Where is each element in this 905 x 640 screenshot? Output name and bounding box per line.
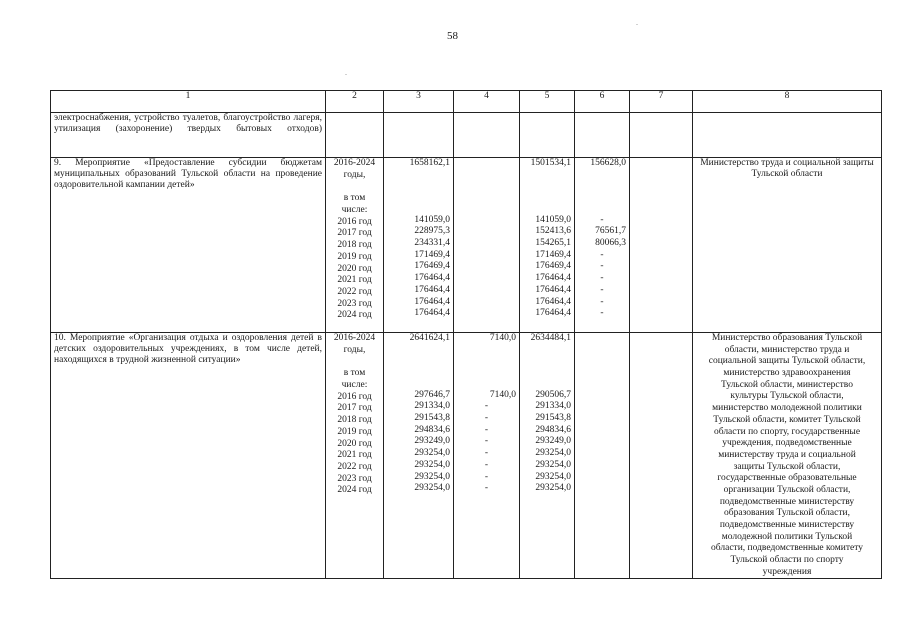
year-value: 291334,0 bbox=[414, 401, 450, 412]
year-value: 176464,4 bbox=[535, 273, 571, 284]
year-value: 294834,6 bbox=[414, 424, 450, 435]
year-value: 154265,1 bbox=[535, 238, 571, 249]
total-value: 1501534,1 bbox=[530, 158, 571, 168]
year-value: 293254,0 bbox=[414, 448, 450, 459]
measure-9-col3 bbox=[384, 158, 454, 333]
total-value: 7140,0 bbox=[489, 333, 516, 343]
year-value: 291334,0 bbox=[535, 401, 571, 412]
table-row-continued bbox=[51, 113, 882, 158]
year-value: - bbox=[600, 249, 604, 260]
year-value: - bbox=[600, 214, 604, 225]
period-total: 2016-2024 bbox=[333, 158, 376, 168]
year-value: 171469,4 bbox=[535, 249, 571, 260]
col-header-7: 7 bbox=[630, 91, 693, 113]
year-value: - bbox=[484, 471, 489, 482]
year-value: 176464,4 bbox=[414, 296, 450, 307]
year-label: 2023 год bbox=[337, 298, 372, 309]
year-label: 2020 год bbox=[337, 438, 372, 449]
responsible-line: министерству труда и социальной bbox=[718, 449, 856, 460]
responsible-line: культуры Тульской области, bbox=[730, 391, 844, 402]
responsible-line: министерство молодежной политики bbox=[712, 403, 862, 414]
year-value: 293254,0 bbox=[414, 471, 450, 482]
table-row-measure-10 bbox=[51, 333, 882, 579]
responsible-line: подведомственные министерству bbox=[719, 520, 855, 530]
measure-10-name: 10. Мероприятие «Организация отдыха и оздоровления детей в детских оздоровительных учреждениях, в том числе детей, находящихся в трудной жизненной ситуации» bbox=[51, 333, 326, 579]
year-value: - bbox=[600, 284, 604, 295]
col-header-4: 4 bbox=[454, 91, 520, 113]
responsible-line: государственные образовательные bbox=[717, 473, 857, 484]
year-value: 141059,0 bbox=[414, 214, 450, 225]
responsible-line: области, подведомственные комитету bbox=[711, 543, 863, 554]
scan-speck: . bbox=[345, 68, 347, 77]
period-total-suffix: годы, bbox=[343, 169, 366, 180]
year-label: 2024 год bbox=[337, 310, 372, 321]
empty-cell bbox=[384, 113, 454, 158]
period-total-suffix: годы, bbox=[343, 344, 366, 355]
measure-10-responsible bbox=[693, 333, 882, 579]
year-value: 234331,4 bbox=[414, 238, 450, 249]
year-value: 152413,6 bbox=[535, 226, 571, 237]
measure-9-col6 bbox=[575, 158, 630, 333]
responsible-line: министерство здравоохранения bbox=[723, 368, 851, 379]
col-header-2: 2 bbox=[326, 91, 384, 113]
measure-9-responsible: Министерство труда и социальной защиты Тульской области bbox=[693, 158, 882, 333]
empty-cell bbox=[693, 113, 882, 158]
col-header-3: 3 bbox=[384, 91, 454, 113]
empty-cell bbox=[326, 113, 384, 158]
year-label: 2022 год bbox=[337, 286, 372, 297]
period-total: 2016-2024 bbox=[333, 333, 376, 343]
measure-10-col4 bbox=[454, 333, 520, 579]
col-header-1: 1 bbox=[51, 91, 326, 113]
year-value: 293249,0 bbox=[414, 436, 450, 447]
col-header-8: 8 bbox=[693, 91, 882, 113]
including-label: в том bbox=[343, 368, 366, 379]
year-label: 2016 год bbox=[337, 391, 372, 402]
column-number-row bbox=[51, 91, 882, 113]
year-value: 176464,4 bbox=[414, 273, 450, 284]
year-value: 293254,0 bbox=[414, 459, 450, 470]
total-value: 156628,0 bbox=[590, 158, 626, 168]
responsible-line: социальной защиты Тульской области, bbox=[708, 356, 866, 367]
measure-9-name: 9. Мероприятие «Предоставление субсидии бюджетам муниципальных образований Тульской области на проведение оздоровительной кампании детей» bbox=[51, 158, 326, 333]
measure-10-col5 bbox=[520, 333, 575, 579]
year-label: 2018 год bbox=[337, 240, 372, 251]
measure-9-col7 bbox=[630, 158, 693, 333]
year-label: 2019 год bbox=[337, 426, 372, 437]
measure-10-col7 bbox=[630, 333, 693, 579]
year-value: 293254,0 bbox=[414, 483, 450, 494]
year-label: 2021 год bbox=[337, 450, 372, 461]
year-value: 176469,4 bbox=[414, 261, 450, 272]
table-row-measure-9 bbox=[51, 158, 882, 333]
year-value: 176469,4 bbox=[535, 261, 571, 272]
year-value: - bbox=[484, 459, 489, 470]
col-header-5: 5 bbox=[520, 91, 575, 113]
year-value: - bbox=[484, 401, 489, 412]
year-value: - bbox=[484, 436, 489, 447]
responsible-line: защиты Тульской области, bbox=[733, 461, 841, 472]
col-header-6: 6 bbox=[575, 91, 630, 113]
measure-10-period bbox=[326, 333, 384, 579]
including-label: числе: bbox=[341, 380, 368, 391]
including-label: в том bbox=[343, 193, 366, 204]
responsible-line: учреждения bbox=[762, 566, 812, 577]
year-value: 293254,0 bbox=[535, 483, 571, 494]
year-value: - bbox=[600, 261, 604, 272]
measure-10-col6 bbox=[575, 333, 630, 579]
responsible-line: Министерство образования Тульской bbox=[711, 333, 863, 343]
program-measures-table bbox=[50, 90, 882, 579]
year-value: 7140,0 bbox=[489, 389, 516, 400]
total-value: 2641624,1 bbox=[409, 333, 450, 343]
year-label: 2020 год bbox=[337, 263, 372, 274]
empty-cell bbox=[630, 113, 693, 158]
year-value: 171469,4 bbox=[414, 249, 450, 260]
year-label: 2017 год bbox=[337, 403, 372, 414]
measure-9-period bbox=[326, 158, 384, 333]
empty-cell bbox=[454, 113, 520, 158]
year-value: 293254,0 bbox=[535, 471, 571, 482]
responsible-line: Тульской области по спорту bbox=[730, 555, 844, 566]
including-label: числе: bbox=[341, 205, 368, 216]
total-value: 2634484,1 bbox=[530, 333, 571, 343]
year-value: 294834,6 bbox=[535, 424, 571, 435]
year-value: 293254,0 bbox=[535, 459, 571, 470]
year-value: - bbox=[484, 413, 489, 424]
year-value: - bbox=[600, 296, 604, 307]
scan-speck: . bbox=[636, 18, 638, 27]
empty-cell bbox=[520, 113, 575, 158]
year-value: 290506,7 bbox=[535, 389, 571, 400]
measure-10-col3 bbox=[384, 333, 454, 579]
year-value: 176464,4 bbox=[535, 296, 571, 307]
page-number: 58 bbox=[447, 30, 458, 42]
responsible-line: организации Тульской области, bbox=[723, 484, 851, 495]
year-value: 297646,7 bbox=[414, 389, 450, 400]
responsible-line: Тульской области, министерство bbox=[721, 379, 853, 390]
continued-measure-text: электроснабжения, устройство туалетов, благоустройство лагеря, утилизация (захоронение) твердых бытовых отходов) bbox=[51, 113, 326, 158]
year-label: 2018 год bbox=[337, 415, 372, 426]
responsible-line: области, министерство труда и bbox=[724, 344, 850, 355]
year-value: 176464,4 bbox=[535, 308, 571, 319]
year-value: 80066,3 bbox=[595, 238, 626, 249]
year-value: - bbox=[600, 273, 604, 284]
responsible-line: подведомственные министерству bbox=[719, 496, 855, 507]
responsible-line: молодежной политики Тульской bbox=[721, 531, 853, 542]
year-label: 2017 год bbox=[337, 228, 372, 239]
year-value: - bbox=[484, 483, 489, 494]
year-value: 228975,3 bbox=[414, 226, 450, 237]
year-label: 2021 год bbox=[337, 275, 372, 286]
year-value: 76561,7 bbox=[595, 226, 626, 237]
responsible-line: учреждения, подведомственные bbox=[722, 438, 852, 449]
responsible-line: Тульской области, комитет Тульской bbox=[713, 414, 861, 425]
measure-9-col4 bbox=[454, 158, 520, 333]
total-value: 1658162,1 bbox=[409, 158, 450, 168]
year-value: 293254,0 bbox=[535, 448, 571, 459]
year-value: 176464,4 bbox=[414, 308, 450, 319]
year-value: 176464,4 bbox=[414, 284, 450, 295]
year-label: 2016 год bbox=[337, 216, 372, 227]
year-value: 293249,0 bbox=[535, 436, 571, 447]
year-value: 291543,8 bbox=[535, 413, 571, 424]
year-value: 141059,0 bbox=[535, 214, 571, 225]
year-label: 2024 год bbox=[337, 485, 372, 496]
responsible-line: образования Тульской области, bbox=[724, 508, 850, 519]
year-value: - bbox=[484, 424, 489, 435]
year-label: 2019 год bbox=[337, 251, 372, 262]
empty-cell bbox=[575, 113, 630, 158]
year-value: 176464,4 bbox=[535, 284, 571, 295]
year-value: 291543,8 bbox=[414, 413, 450, 424]
year-label: 2023 год bbox=[337, 473, 372, 484]
year-value: - bbox=[600, 308, 604, 319]
responsible-line: области по спорту, государственные bbox=[713, 426, 861, 437]
year-value: - bbox=[484, 448, 489, 459]
measure-9-col5 bbox=[520, 158, 575, 333]
year-label: 2022 год bbox=[337, 461, 372, 472]
